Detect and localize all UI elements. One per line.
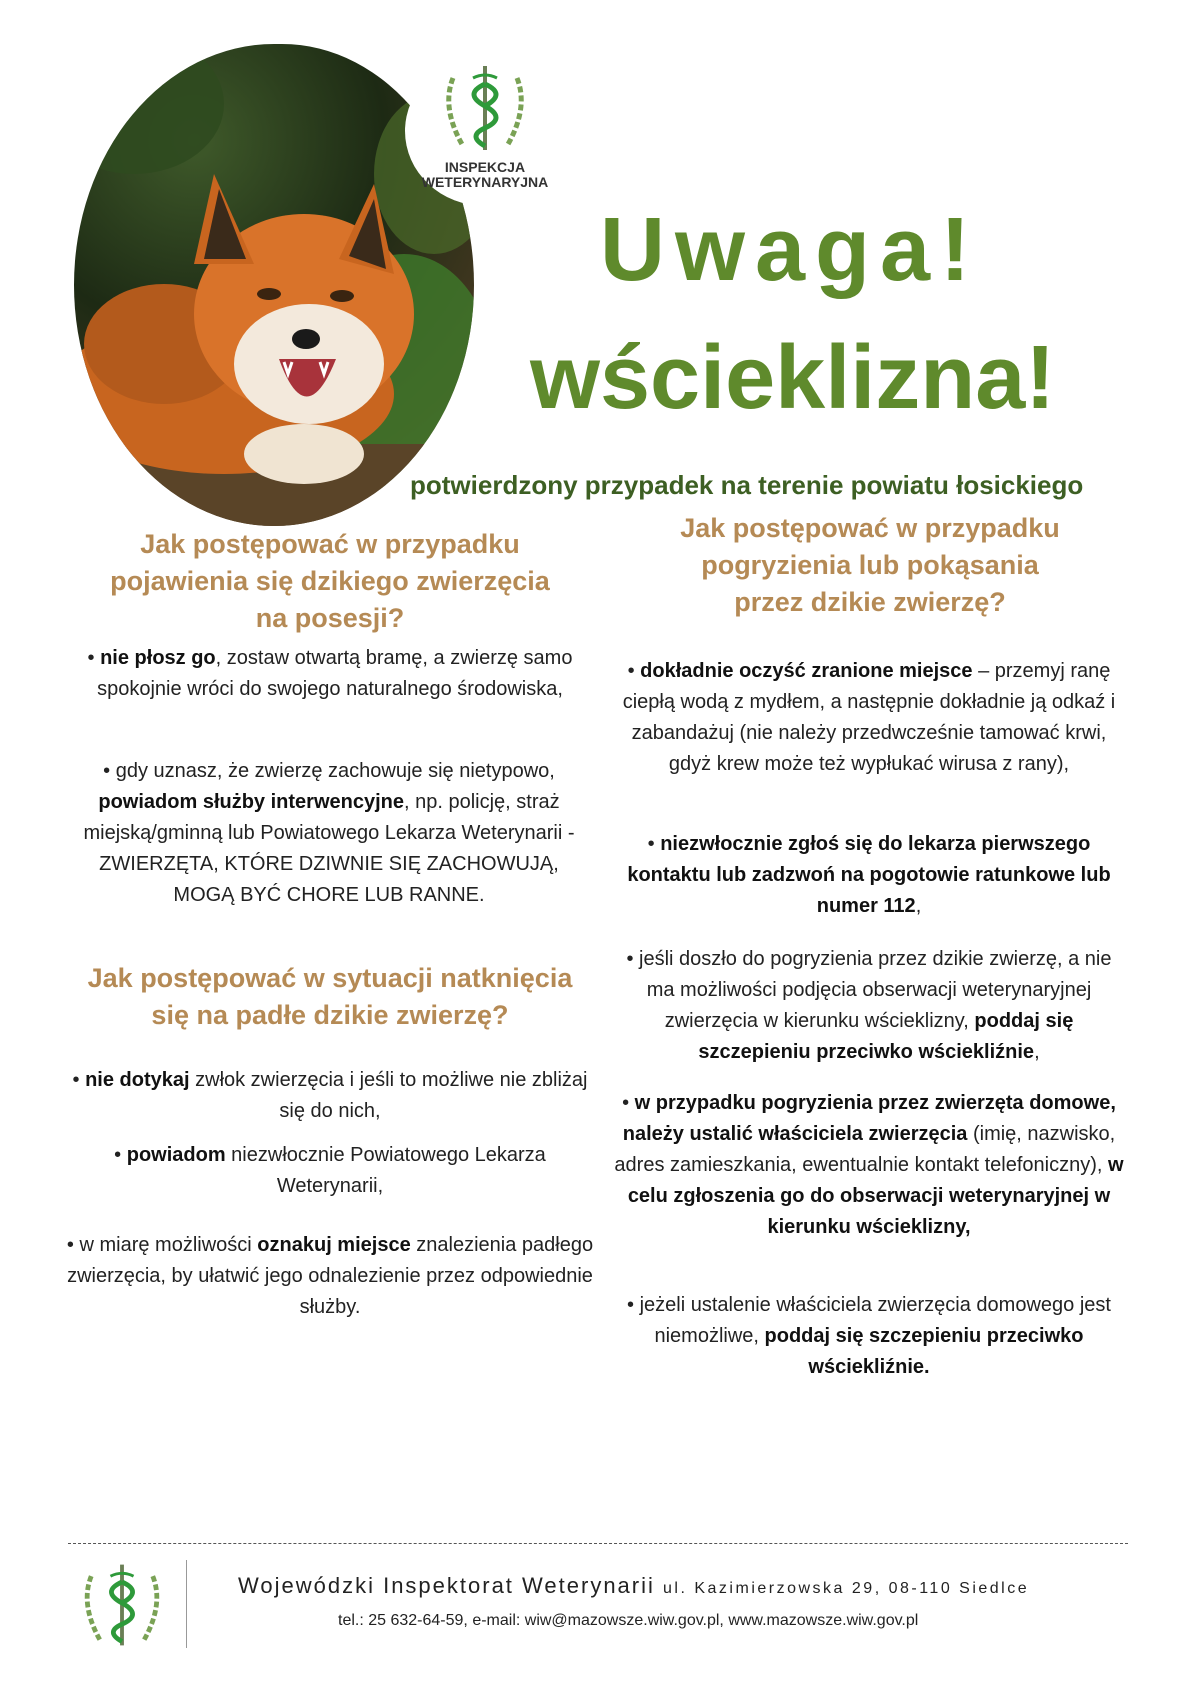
left-p1-text: , zostaw otwartą bramę, a zwierzę samo spokojnie wróci do swojego naturalnego środowiska, <box>97 647 573 700</box>
footer-separator <box>186 1560 187 1648</box>
right-paragraph-5: • jeżeli ustalenie właściciela zwierzęcia domowego jest niemożliwe, poddaj się szczepieniu przeciwko wściekliźnie. <box>627 1294 1111 1378</box>
left-p3-text: zwłok zwierzęcia i jeśli to możliwe nie zbliżaj się do nich, <box>189 1069 588 1122</box>
footer-divider <box>68 1543 1128 1544</box>
logo-line2: WETERYNARYJNA <box>421 174 549 190</box>
left-p5-bold: oznakuj miejsce <box>257 1234 411 1256</box>
right-heading-1 <box>620 510 1120 621</box>
left-p5-text2: znalezienia padłego zwierzęcia, by ułatwić jego odnalezienie przez odpowiednie służby. <box>67 1234 594 1318</box>
right-p1-bold: dokładnie oczyść zranione miejsce <box>640 660 973 682</box>
right-p2-text: , <box>915 895 922 917</box>
left-heading-1 <box>70 526 590 637</box>
footer-address: ul. Kazimierzowska 29, 08-110 Siedlce <box>663 1580 1030 1597</box>
right-p5-bold: poddaj się szczepieniu przeciwko wściekliźnie. <box>764 1325 1084 1378</box>
left-paragraph-2: • gdy uznasz, że zwierzę zachowuje się nietypowo, powiadom służby interwencyjne, np. policję, straż miejską/gminną lub Powiatowego Lekarza Weterynarii - ZWIERZĘTA, KTÓRE DZIWNIE SIĘ ZACHOWUJĄ, MOGĄ BYĆ CHORE LUB RANNE. <box>83 760 575 906</box>
left-paragraph-3: • nie dotykaj zwłok zwierzęcia i jeśli to możliwe nie zbliżaj się do nich, <box>72 1069 588 1122</box>
right-paragraph-4: • w przypadku pogryzienia przez zwierzęta domowe, należy ustalić właściciela zwierzęcia (imię, nazwisko, adres zamieszkania, ewentualnie kontakt telefoniczny), w celu zgłoszenia go do obserwacji weterynaryjnej w kierunku wścieklizny, <box>614 1092 1124 1238</box>
right-paragraph-1: • dokładnie oczyść zranione miejsce – przemyj ranę ciepłą wodą z mydłem, a następnie dokładnie ją odkaź i zabandażuj (nie należy przedwcześnie tamować krwi, gdyż krew może też wypłukać wirusa z rany), <box>622 660 1116 775</box>
logo-line1: INSPEKCJA <box>444 159 526 175</box>
left-paragraph-5: • w miarę możliwości oznakuj miejsce znalezienia padłego zwierzęcia, by ułatwić jego odnalezienie przez odpowiednie służby. <box>66 1234 594 1318</box>
right-p3-bold: poddaj się szczepieniu przeciwko wściekliźnie <box>698 1010 1074 1063</box>
left-p2-text2: , np. policję, straż miejską/gminną lub Powiatowego Lekarza Weterynarii - ZWIERZĘTA, KTÓRE DZIWNIE SIĘ ZACHOWUJĄ, MOGĄ BYĆ CHORE LUB RANNE. <box>83 791 575 906</box>
caduceus-laurel-emblem <box>433 58 537 158</box>
right-p3-text: jeśli doszło do pogryzienia przez dzikie zwierzę, a nie ma możliwości podjęcia obserwacji weterynaryjnej zwierzęcia w kierunku wścieklizny, <box>639 948 1112 1032</box>
footer-contact: tel.: 25 632-64-59, e-mail: wiw@mazowsze.wiw.gov.pl, www.mazowsze.wiw.gov.pl <box>338 1612 919 1629</box>
left-heading-2 <box>60 960 600 1034</box>
footer-institution <box>238 1573 1029 1599</box>
footer-name: Wojewódzki Inspektorat Weterynarii <box>238 1573 655 1598</box>
title-wscieklizna: wścieklizna! <box>530 328 1056 428</box>
left-paragraph-1: • nie płosz go, zostaw otwartą bramę, a zwierzę samo spokojnie wróci do swojego naturalnego środowiska, <box>87 647 573 700</box>
left-p2-bold: powiadom służby interwencyjne <box>98 791 404 813</box>
left-h1-line1: Jak postępować w przypadku <box>140 529 520 559</box>
right-paragraph-3: • jeśli doszło do pogryzienia przez dzikie zwierzę, a nie ma możliwości podjęcia obserwacji weterynaryjnej zwierzęcia w kierunku wścieklizny, poddaj się szczepieniu przeciwko wściekliźnie, <box>626 948 1112 1063</box>
right-h1-line3: przez dzikie zwierzę? <box>734 587 1006 617</box>
inspection-logo <box>405 56 565 206</box>
left-h2-line2: się na padłe dzikie zwierzę? <box>151 1000 509 1030</box>
right-h1-line1: Jak postępować w przypadku <box>680 513 1060 543</box>
right-paragraph-2: • niezwłocznie zgłoś się do lekarza pierwszego kontaktu lub zadzwoń na pogotowie ratunkowe lub numer 112, <box>627 833 1111 917</box>
right-p4-bold2: w celu zgłoszenia go do obserwacji weterynaryjnej w kierunku wścieklizny, <box>627 1154 1124 1238</box>
right-p2-bold: niezwłocznie zgłoś się do lekarza pierwszego kontaktu lub zadzwoń na pogotowie ratunkowe lub numer 112 <box>627 833 1111 917</box>
title-uwaga: Uwaga! <box>600 200 981 300</box>
left-p3-bold: nie dotykaj <box>85 1069 190 1091</box>
left-p2-text1: gdy uznasz, że zwierzę zachowuje się nietypowo, <box>115 760 555 782</box>
left-p1-bold: nie płosz go <box>100 647 216 669</box>
right-p1-text: – przemyj ranę ciepłą wodą z mydłem, a następnie dokładnie ją odkaź i zabandażuj (nie należy przedwcześnie tamować krwi, gdyż krew może też wypłukać wirusa z rany), <box>622 660 1116 775</box>
left-p4-bold: powiadom <box>126 1144 226 1166</box>
left-p5-text1: w miarę możliwości <box>79 1234 258 1256</box>
footer-caduceus-emblem <box>72 1555 172 1655</box>
right-p4-text: (imię, nazwisko, adres zamieszkania, ewentualnie kontakt telefoniczny), <box>614 1123 1116 1176</box>
left-h1-line3: na posesji? <box>255 603 405 633</box>
right-p5-text: jeżeli ustalenie właściciela zwierzęcia domowego jest niemożliwe, <box>639 1294 1111 1347</box>
right-p3-text2: , <box>1034 1041 1040 1063</box>
left-h1-line2: pojawienia się dzikiego zwierzęcia <box>110 566 550 596</box>
right-h1-line2: pogryzienia lub pokąsania <box>701 550 1039 580</box>
left-p4-text: niezwłocznie Powiatowego Lekarza Weterynarii, <box>225 1144 546 1197</box>
left-paragraph-4: • powiadom niezwłocznie Powiatowego Lekarza Weterynarii, <box>114 1144 546 1197</box>
right-p4-bold1: w przypadku pogryzienia przez zwierzęta domowe, należy ustalić właściciela zwierzęcia <box>622 1092 1116 1145</box>
subtitle: potwierdzony przypadek na terenie powiatu łosickiego <box>410 470 1084 500</box>
left-h2-line1: Jak postępować w sytuacji natknięcia <box>87 963 573 993</box>
